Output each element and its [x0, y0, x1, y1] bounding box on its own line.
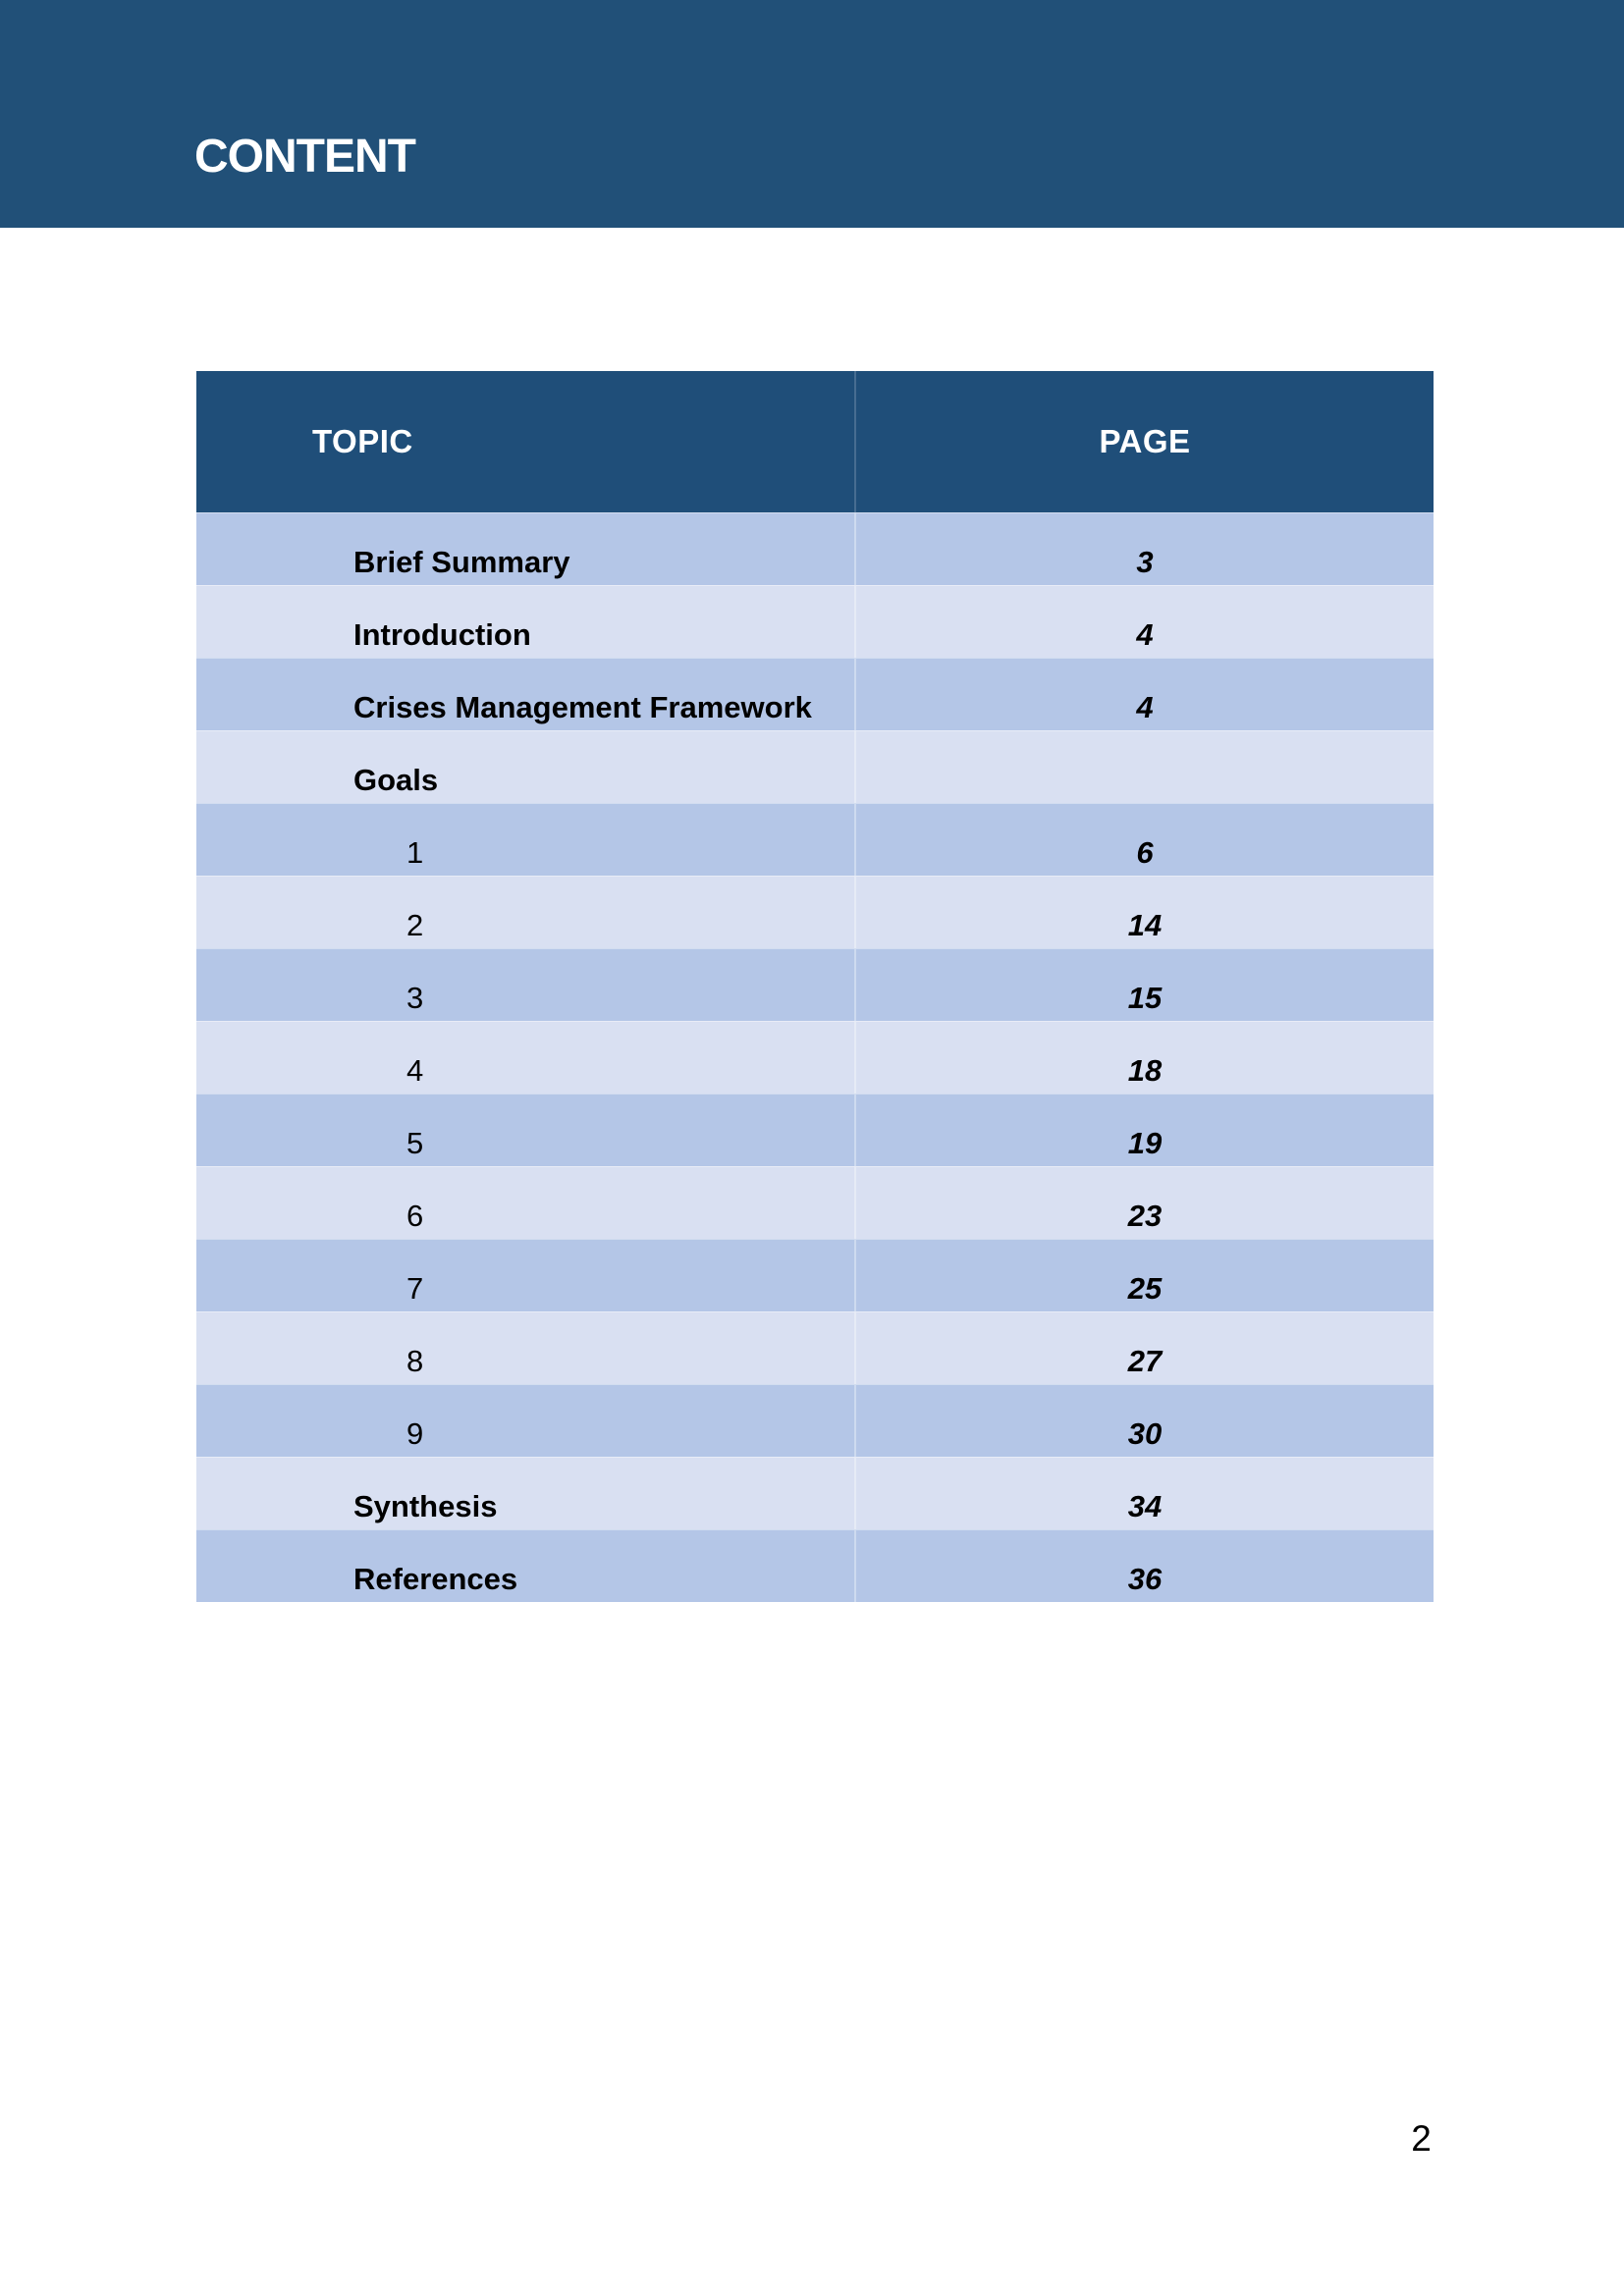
page-cell: 3 [854, 513, 1434, 585]
topic-cell: Crises Management Framework [353, 690, 812, 725]
table-row [196, 803, 1434, 876]
topic-cell: 7 [406, 1271, 424, 1307]
table-row [196, 1094, 1434, 1166]
topic-cell: 8 [406, 1344, 424, 1379]
table-row [196, 948, 1434, 1021]
topic-cell: 1 [406, 835, 424, 871]
footer-page-number: 2 [1411, 2118, 1432, 2159]
page-cell: 23 [854, 1167, 1434, 1239]
topic-cell: Goals [353, 763, 439, 798]
table-row [196, 1457, 1434, 1529]
table-row [196, 1239, 1434, 1311]
page-cell: 25 [854, 1240, 1434, 1311]
page-cell: 34 [854, 1458, 1434, 1529]
topic-cell: 5 [406, 1126, 424, 1161]
topic-cell: Brief Summary [353, 545, 570, 580]
page-cell: 36 [854, 1530, 1434, 1602]
page-cell: 19 [854, 1095, 1434, 1166]
topic-cell: Introduction [353, 617, 531, 653]
contents-table [196, 371, 1434, 1602]
topic-cell: 2 [406, 908, 424, 943]
topic-cell: 9 [406, 1416, 424, 1452]
page-cell: 14 [854, 877, 1434, 948]
title-band [0, 0, 1624, 228]
table-row [196, 1021, 1434, 1094]
page-cell [854, 731, 1434, 803]
column-header-topic: TOPIC [312, 423, 413, 459]
topic-cell: 4 [406, 1053, 424, 1089]
topic-cell: Synthesis [353, 1489, 498, 1524]
table-row [196, 1529, 1434, 1602]
table-row [196, 1166, 1434, 1239]
table-row [196, 512, 1434, 585]
page-cell: 4 [854, 586, 1434, 658]
table-header-row [196, 371, 1434, 512]
topic-cell: References [353, 1562, 518, 1597]
topic-cell: 3 [406, 981, 424, 1016]
table-row [196, 876, 1434, 948]
table-row [196, 1311, 1434, 1384]
page-cell: 6 [854, 804, 1434, 876]
column-header-page: PAGE [854, 371, 1434, 512]
table-row [196, 1384, 1434, 1457]
page-cell: 30 [854, 1385, 1434, 1457]
table-row [196, 658, 1434, 730]
table-row [196, 730, 1434, 803]
page-title: CONTENT [194, 131, 415, 183]
page-cell: 15 [854, 949, 1434, 1021]
page-cell: 27 [854, 1312, 1434, 1384]
page-cell: 18 [854, 1022, 1434, 1094]
page-cell: 4 [854, 659, 1434, 730]
table-body [196, 512, 1434, 1602]
table-row [196, 585, 1434, 658]
topic-cell: 6 [406, 1199, 424, 1234]
